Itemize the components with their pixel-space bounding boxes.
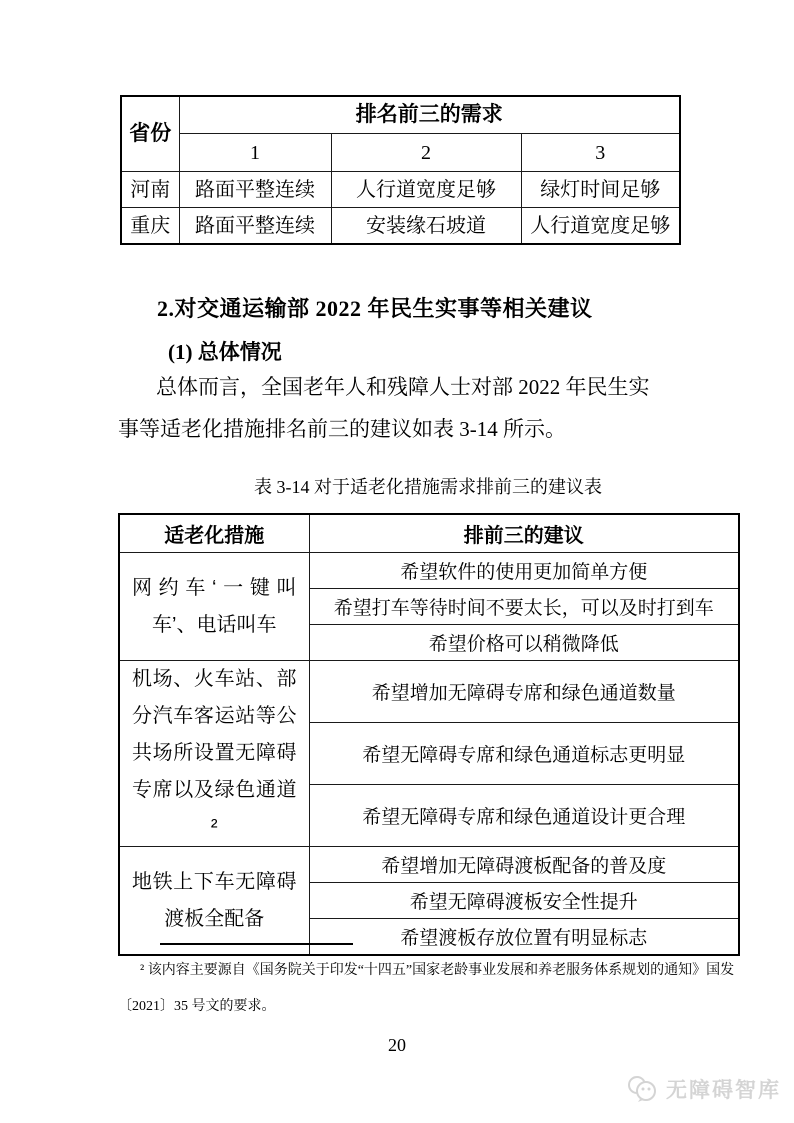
section-subheading: (1) 总体情况 — [168, 340, 282, 364]
suggestions-table — [118, 513, 740, 956]
top3-needs-header-cell: 排名前三的需求 — [179, 96, 680, 134]
table-row — [119, 847, 739, 883]
brand-watermark — [626, 1074, 781, 1104]
suggestion-cell: 希望无障碍渡板安全性提升 — [309, 883, 739, 919]
page-number: 20 — [388, 1035, 406, 1055]
body-paragraph — [118, 366, 683, 450]
province-header-cell: 省份 — [121, 96, 179, 172]
rank-1-cell: 1 — [179, 134, 331, 172]
province-cell: 重庆 — [121, 208, 179, 245]
suggestion-cell: 希望软件的使用更加简单方便 — [309, 553, 739, 589]
section-heading: 2.对交通运输部 2022 年民生实事等相关建议 — [157, 296, 593, 321]
footnote-line: ² 该内容主要源自《国务院关于印发“十四五”国家老龄事业发展和养老服务体系规划的通知》国发 — [140, 963, 735, 978]
paragraph-line: 事等适老化措施排名前三的建议如表 3-14 所示。 — [118, 417, 566, 441]
need-cell: 安装缘石坡道 — [331, 208, 521, 245]
footnote-line: 〔2021〕35 号文的要求。 — [118, 999, 276, 1014]
rank-3-cell: 3 — [521, 134, 680, 172]
suggestion-cell: 希望无障碍专席和绿色通道标志更明显 — [309, 723, 739, 785]
table-header-row — [121, 96, 680, 134]
measure-cell: 网约车‘一键叫车’、电话叫车 — [119, 553, 309, 661]
province-cell: 河南 — [121, 172, 179, 208]
suggestion-header-cell: 排前三的建议 — [309, 514, 739, 553]
need-cell: 路面平整连续 — [179, 172, 331, 208]
measure-header-cell: 适老化措施 — [119, 514, 309, 553]
need-cell: 绿灯时间足够 — [521, 172, 680, 208]
rank-header-row — [121, 134, 680, 172]
footnote — [118, 953, 735, 1025]
watermark-text: 无障碍智库 — [666, 1079, 781, 1102]
table-row — [119, 661, 739, 723]
paragraph-line: 总体而言，全国老年人和残障人士对部 2022 年民生实 — [156, 375, 650, 399]
suggestion-cell: 希望增加无障碍渡板配备的普及度 — [309, 847, 739, 883]
table-row — [119, 553, 739, 589]
suggestion-cell: 希望增加无障碍专席和绿色通道数量 — [309, 661, 739, 723]
rank-2-cell: 2 — [331, 134, 521, 172]
table-row-henan — [121, 172, 680, 208]
suggestion-cell: 希望渡板存放位置有明显标志 — [309, 919, 739, 956]
table-caption: 表 3-14 对于适老化措施需求排前三的建议表 — [254, 477, 602, 497]
table-row-chongqing — [121, 208, 680, 245]
suggestion-cell: 希望无障碍专席和绿色通道设计更合理 — [309, 785, 739, 847]
need-cell: 路面平整连续 — [179, 208, 331, 245]
measure-cell: 机场、火车站、部分汽车客运站等公共场所设置无障碍专席以及绿色通道² — [119, 661, 309, 847]
zhiku-logo-icon — [626, 1075, 658, 1103]
footnote-separator — [160, 943, 353, 945]
need-cell: 人行道宽度足够 — [331, 172, 521, 208]
table-header-row — [119, 514, 739, 553]
province-needs-table — [120, 95, 681, 245]
measure-cell: 地铁上下车无障碍渡板全配备 — [119, 847, 309, 956]
need-cell: 人行道宽度足够 — [521, 208, 680, 245]
suggestion-cell: 希望价格可以稍微降低 — [309, 625, 739, 661]
suggestion-cell: 希望打车等待时间不要太长，可以及时打到车 — [309, 589, 739, 625]
